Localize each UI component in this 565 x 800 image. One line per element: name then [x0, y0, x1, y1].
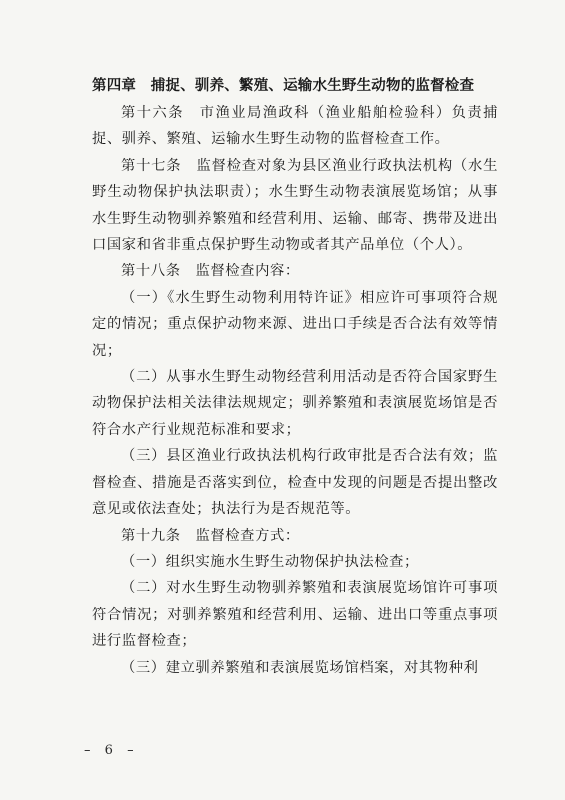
page-number-dash-left: – [84, 743, 96, 758]
article-19-title: 第十九条 监督检查方式： [121, 527, 300, 544]
article-18-item-2: （二）从事水生野生动物经营利用活动是否符合国家野生动物保护法相关法律法规规定；驯养繁殖和表演展览场馆是否符合水产行业规范标准和要求； [92, 369, 498, 438]
article-19-item-1: （一）组织实施水生野生动物保护执法检查； [121, 553, 419, 570]
article-17: 第十七条 监督检查对象为县区渔业行政执法机构（水生野生动物保护执法职责）；水生野生动物表演展览场馆；从事水生野生动物驯养繁殖和经营利用、运输、邮寄、携带及进出口国家和省非重点保护野生动物或者其产品单位（个人）。 [92, 157, 498, 254]
page-number [84, 743, 139, 758]
article-18-title: 第十八条 监督检查内容： [121, 263, 300, 280]
page-number-value: 6 [104, 743, 118, 758]
page-number-dash-right: – [127, 743, 139, 758]
article-19-item-2: （二）对水生野生动物驯养繁殖和表演展览场馆许可事项符合情况；对驯养繁殖和经营利用、运输、进出口等重点事项进行监督检查； [92, 580, 498, 650]
article-18-item-3: （三）县区渔业行政执法机构行政审批是否合法有效；监督检查、措施是否落实到位，检查中发现的问题是否提出整改意见或依法查处；执法行为是否规范等。 [92, 448, 498, 518]
chapter-heading: 第四章 捕捉、驯养、繁殖、运输水生野生动物的监督检查 [92, 78, 475, 94]
article-16: 第十六条 市渔业局渔政科（渔业船舶检验科）负责捕捉、驯养、繁殖、运输水生野生动物的监督检查工作。 [92, 105, 498, 148]
document-body [92, 74, 498, 681]
article-18-item-1: （一）《水生野生动物利用特许证》相应许可事项符合规定的情况；重点保护动物来源、进出口手续是否合法有效等情况； [92, 289, 498, 359]
article-19-item-3: （三）建立驯养繁殖和表演展览场馆档案，对其物种利 [121, 659, 479, 676]
